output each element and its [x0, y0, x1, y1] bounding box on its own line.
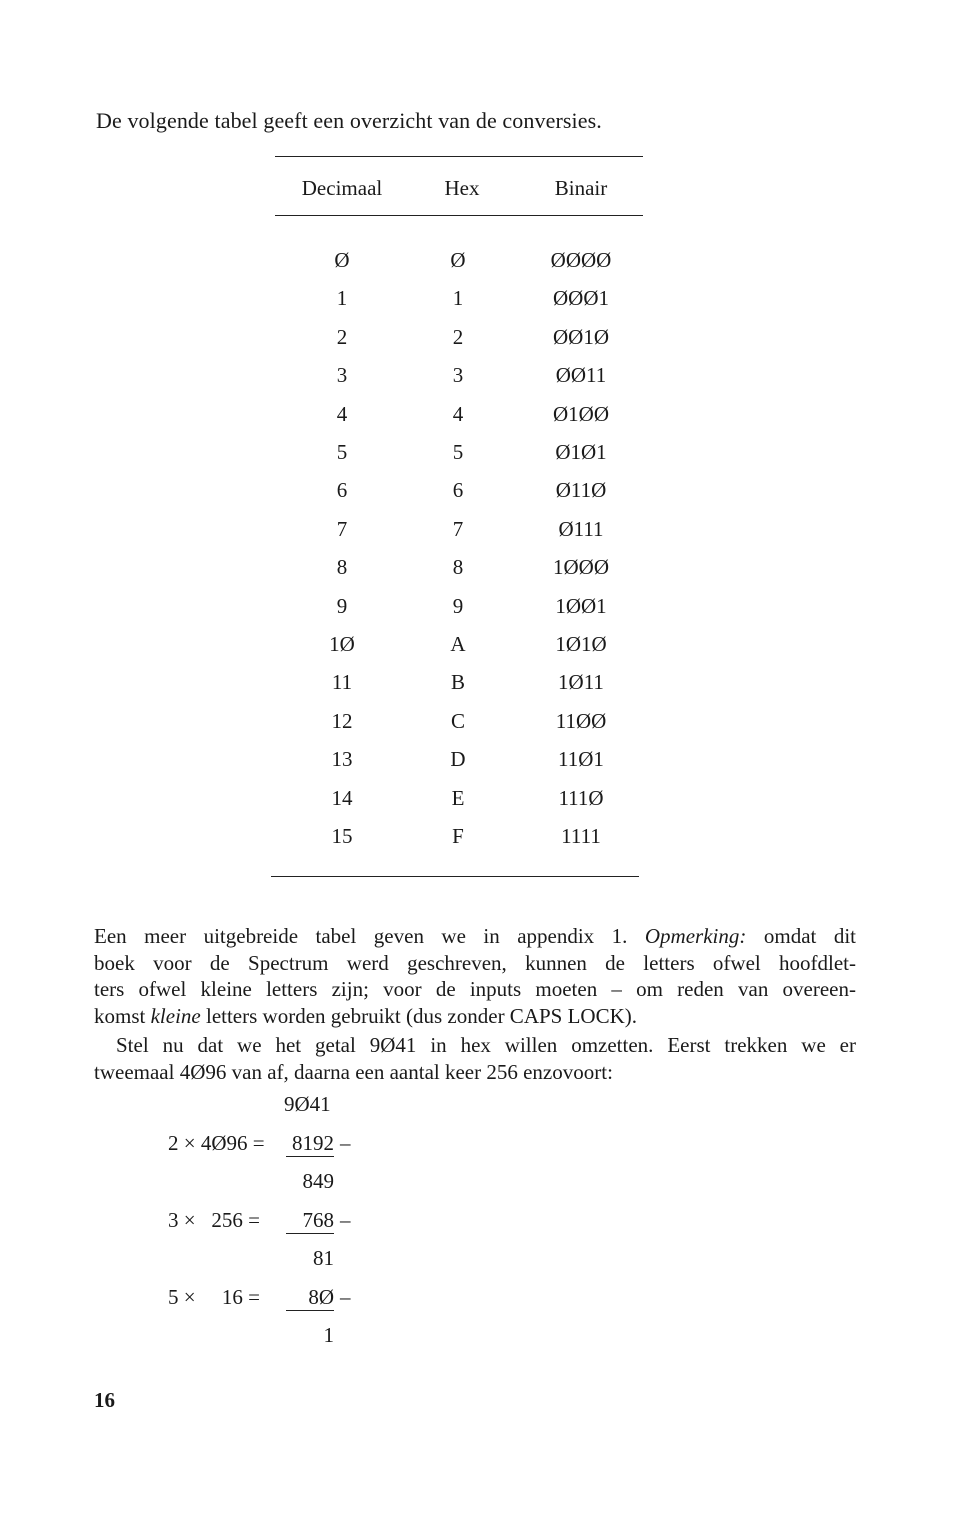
- table-cell: 2: [336, 324, 348, 349]
- table-cell: 4: [336, 401, 348, 426]
- table-cell: 15: [331, 824, 353, 848]
- paragraph-line: Stel nu dat we het getal 9Ø41 in hex willen omzetten. Eerst trekken we er: [116, 1033, 856, 1057]
- calc-value: 768: [286, 1208, 334, 1234]
- table-cell: ØØ11: [555, 363, 607, 388]
- table-cell: 4: [452, 401, 464, 426]
- table-bottom-rule: [271, 876, 639, 877]
- table-cell: Ø: [450, 248, 466, 272]
- table-header-rule: [275, 215, 643, 216]
- table-cell: ØØØØ: [550, 248, 612, 272]
- calc-start: 9Ø41: [284, 1092, 331, 1116]
- table-cell: A: [450, 632, 466, 656]
- table-cell: 7: [452, 516, 464, 541]
- table-cell: 3: [452, 363, 464, 388]
- table-cell: 1: [452, 286, 464, 311]
- paragraph-line: Een meer uitgebreide tabel geven we in appendix 1. Opmerking: omdat dit: [94, 924, 856, 948]
- table-cell: 1ØØ1: [555, 593, 607, 618]
- table-cell: B: [450, 670, 465, 695]
- paragraph-line: komst kleine letters worden gebruikt (dus zonder CAPS LOCK).: [94, 1003, 637, 1028]
- table-cell: 1Ø1Ø: [555, 632, 607, 656]
- table-cell: ØØ1Ø: [553, 324, 609, 349]
- table-cell: ØØØ1: [553, 286, 609, 311]
- table-cell: 2: [452, 324, 464, 349]
- table-cell: E: [451, 785, 465, 810]
- table-top-rule: [275, 156, 643, 157]
- table-cell: 8: [452, 555, 464, 580]
- emphasis-kleine: kleine: [150, 1003, 201, 1028]
- table-cell: 6: [452, 478, 464, 503]
- table-cell: 5: [452, 440, 464, 464]
- paragraph-conversion: [94, 1032, 856, 1085]
- table-cell: 9: [336, 593, 348, 618]
- table-cell: 8: [336, 555, 348, 580]
- calc-minus: –: [340, 1208, 351, 1232]
- table-cell: 1ØØØ: [553, 555, 609, 580]
- paragraph-appendix: [94, 923, 856, 1029]
- table-cell: 11ØØ: [555, 708, 607, 733]
- table-header-binair: Binair: [554, 176, 608, 200]
- table-cell: Ø1Ø1: [555, 440, 607, 464]
- table-header-hex: Hex: [444, 176, 480, 200]
- table-header-decimaal: Decimaal: [301, 176, 383, 200]
- table-cell: 6: [336, 478, 348, 503]
- table-cell: F: [452, 824, 464, 848]
- calc-step: 5 × 16 =: [168, 1285, 260, 1309]
- paragraph-line: boek voor de Spectrum werd geschreven, kunnen de letters ofwel hoofdlet-: [94, 950, 856, 975]
- table-cell: C: [450, 708, 465, 733]
- table-cell: 1Ø11: [558, 670, 604, 695]
- calc-minus: –: [340, 1285, 351, 1309]
- intro-text: De volgende tabel geeft een overzicht van de conversies.: [96, 108, 602, 133]
- table-cell: 14: [331, 785, 353, 810]
- table-cell: 111Ø: [558, 785, 604, 810]
- table-cell: D: [450, 747, 466, 772]
- calc-step: 3 × 256 =: [168, 1208, 260, 1232]
- calc-remainder: 849: [302, 1169, 334, 1193]
- calc-remainder: 1: [323, 1323, 334, 1347]
- emphasis-opmerking: Opmerking:: [644, 924, 747, 948]
- table-cell: Ø11Ø: [555, 478, 607, 503]
- table-cell: 1: [336, 286, 348, 311]
- table-cell: Ø111: [558, 516, 604, 541]
- table-cell: 12: [331, 708, 353, 733]
- table-cell: 11Ø1: [558, 747, 604, 772]
- calc-value: 8192: [286, 1131, 334, 1157]
- calc-remainder: 81: [313, 1246, 334, 1270]
- paragraph-line: tweemaal 4Ø96 van af, daarna een aantal keer 256 enzovoort:: [94, 1059, 613, 1084]
- calc-step: 2 × 4Ø96 =: [168, 1131, 265, 1155]
- table-cell: 5: [336, 440, 348, 464]
- page-number: 16: [94, 1388, 115, 1412]
- paragraph-line: ters ofwel kleine letters zijn; voor de inputs moeten – om reden van overeen-: [94, 977, 856, 1001]
- table-cell: 9: [452, 593, 464, 618]
- table-cell: 3: [336, 363, 348, 388]
- table-cell: 1Ø: [329, 632, 355, 656]
- table-cell: Ø: [334, 248, 350, 272]
- calc-minus: –: [340, 1131, 351, 1155]
- table-cell: 1111: [561, 824, 601, 848]
- table-cell: 11: [331, 670, 353, 695]
- calc-value: 8Ø: [286, 1285, 334, 1311]
- table-cell: 13: [331, 747, 353, 772]
- table-cell: 7: [336, 516, 348, 541]
- table-cell: Ø1ØØ: [553, 401, 609, 426]
